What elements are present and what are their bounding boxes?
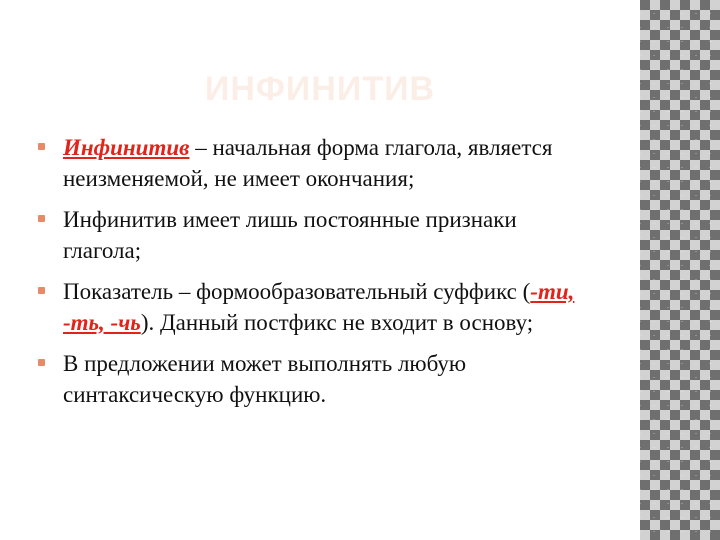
bullet-list — [38, 132, 598, 420]
bullet-item — [38, 132, 598, 194]
term-infinitive: Инфинитив — [63, 135, 190, 160]
bullet-item — [38, 204, 598, 266]
bullet-text: В предложении может выполнять любую синтаксическую функцию. — [63, 351, 467, 407]
slide-title: ИНФИНИТИВ — [204, 70, 436, 108]
bullet-text-post: ). Данный постфикс не входит в основу; — [140, 310, 534, 335]
bullet-text-pre: Показатель – формообразовательный суффикс ( — [63, 279, 531, 304]
square-bullet-icon — [38, 359, 45, 366]
bullet-item — [38, 276, 598, 338]
square-bullet-icon — [38, 287, 45, 294]
suffix-highlight: -ти, -ть, -чь — [63, 279, 575, 335]
bullet-item — [38, 348, 598, 410]
square-bullet-icon — [38, 143, 45, 150]
decorative-side-pattern — [640, 0, 720, 540]
square-bullet-icon — [38, 215, 45, 222]
bullet-text: Инфинитив имеет лишь постоянные признаки глагола; — [63, 207, 517, 263]
bullet-text: – начальная форма глагола, является неизменяемой, не имеет окончания; — [63, 135, 553, 191]
